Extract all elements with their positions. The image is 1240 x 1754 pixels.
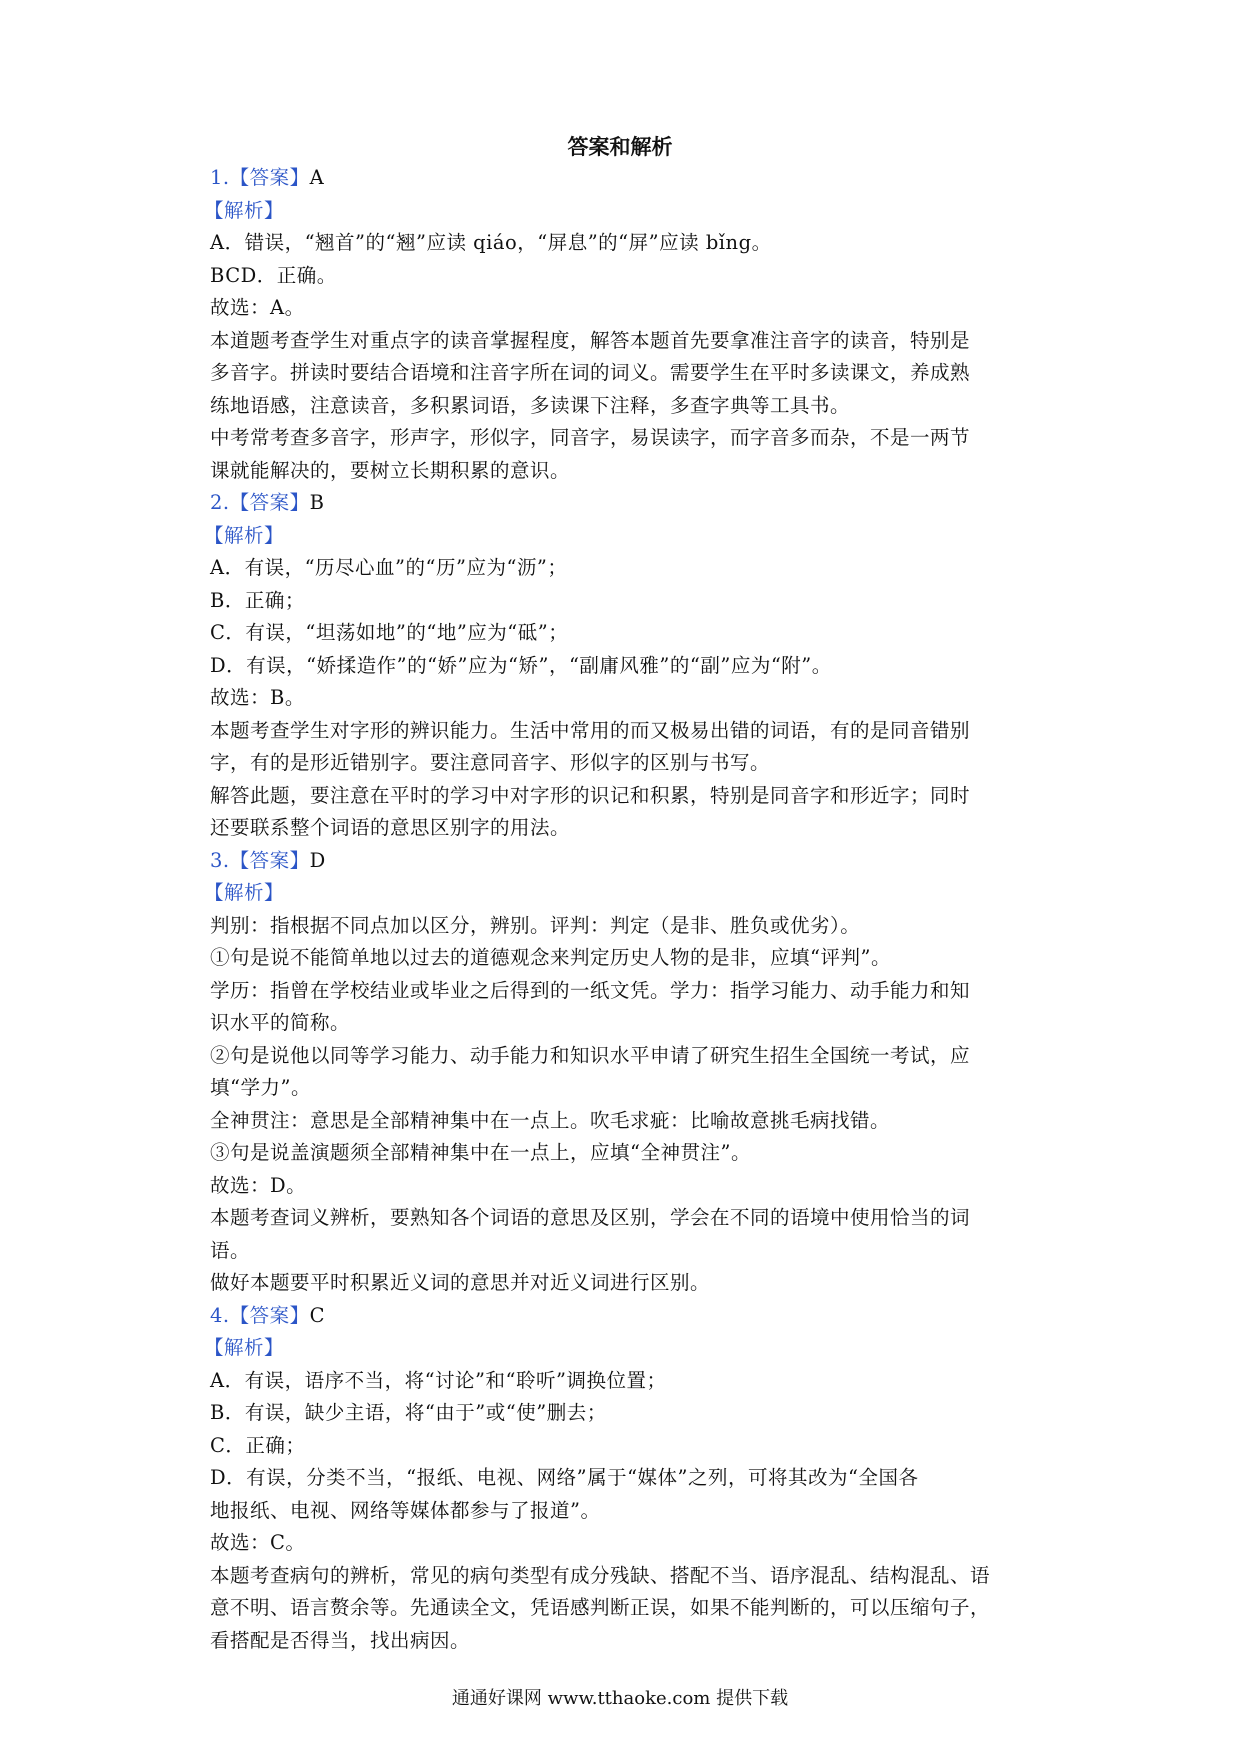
analysis-line: ②句是说他以同等学习能力、动手能力和知识水平申请了研究生招生全国统一考试，应 — [210, 1043, 971, 1067]
answer-value: A — [309, 166, 325, 189]
analysis-line: 多音字。拼读时要结合语境和注音字所在词的词义。需要学生在平时多读课文，养成熟 — [210, 361, 971, 384]
analysis-line: 本题考查词义辨析，要熟知各个词语的意思及区别，学会在不同的语境中使用恰当的词 — [210, 1206, 971, 1229]
analysis-line: D．有误，分类不当，“报纸、电视、网络”属于“媒体”之列，可将其改为“全国各 — [210, 1466, 919, 1489]
analysis-line: 字，有的是形近错别字。要注意同音字、形似字的区别与书写。 — [210, 751, 771, 774]
answer-line — [210, 162, 1046, 195]
analysis-line: B．正确； — [210, 588, 305, 612]
analysis-line: ①句是说不能简单地以过去的道德观念来判定历史人物的是非，应填“评判”。 — [210, 946, 891, 969]
answer-value: C — [309, 1303, 326, 1327]
analysis-line: C．正确； — [210, 1433, 306, 1457]
analysis-line: 还要联系整个词语的意思区别字的用法。 — [210, 816, 571, 839]
analysis-line: D．有误，“娇揉造作”的“娇”应为“矫”，“副庸风雅”的“副”应为“附”。 — [210, 653, 832, 677]
answer-line — [210, 487, 1046, 520]
answer-line — [210, 1300, 1046, 1333]
analysis-line: 本道题考查学生对重点字的读音掌握程度，解答本题首先要拿准注音字的读音，特别是 — [210, 328, 971, 352]
analysis-line: 全神贯注：意思是全部精神集中在一点上。吹毛求疵：比喻故意挑毛病找错。 — [210, 1108, 891, 1132]
answer-label: 1.【答案】 — [210, 166, 310, 189]
analysis-line: 做好本题要平时积累近义词的意思并对近义词进行区别。 — [210, 1271, 711, 1294]
answer-label: 3.【答案】 — [210, 848, 310, 872]
answer-value: B — [309, 491, 325, 514]
answer-label: 2.【答案】 — [210, 491, 310, 514]
analysis-line: 判别：指根据不同点加以区分，辨别。评判：判定（是非、胜负或优劣）。 — [210, 913, 861, 937]
analysis-line: 故选：A。 — [210, 296, 305, 319]
analysis-line: 故选：B。 — [210, 686, 305, 709]
question-block — [204, 162, 1046, 487]
analysis-line: 故选：D。 — [210, 1173, 307, 1197]
answer-label: 4.【答案】 — [210, 1303, 310, 1327]
analysis-line: 解答此题，要注意在平时的学习中对字形的识记和积累，特别是同音字和形近字；同时 — [210, 783, 971, 807]
question-block — [204, 845, 1046, 1300]
page-footer: 通通好课网 www.tthaoke.com 提供下载 — [451, 1688, 789, 1709]
analysis-line: 故选：C。 — [210, 1531, 306, 1554]
analysis-line: C．有误，“坦荡如地”的“地”应为“砥”； — [210, 621, 569, 644]
answer-line — [210, 845, 1046, 878]
page-title: 答案和解析 — [567, 134, 673, 159]
analysis-line: 课就能解决的，要树立长期积累的意识。 — [210, 458, 571, 482]
analysis-line: A．有误，“历尽心血”的“历”应为“沥”； — [210, 556, 568, 579]
analysis-line: B．有误，缺少主语，将“由于”或“使”删去； — [210, 1401, 607, 1424]
analysis-line: 填“学力”。 — [210, 1076, 311, 1099]
analysis-line: 中考常考查多音字，形声字，形似字，同音字，易误读字，而字音多而杂，不是一两节 — [210, 426, 971, 449]
question-block — [204, 1300, 1046, 1658]
analysis-label: 【解析】 — [204, 523, 285, 547]
analysis-line: ③句是说盖演题须全部精神集中在一点上，应填“全神贯注”。 — [210, 1141, 751, 1164]
analysis-line: BCD．正确。 — [210, 263, 337, 287]
analysis-line: 本题考查病句的辨析，常见的病句类型有成分残缺、搭配不当、语序混乱、结构混乱、语 — [210, 1563, 991, 1587]
analysis-line: A．错误，“翘首”的“翘”应读 qiáo，“屏息”的“屏”应读 bǐng。 — [210, 231, 772, 254]
analysis-line: 看搭配是否得当，找出病因。 — [210, 1628, 471, 1652]
analysis-label: 【解析】 — [204, 1336, 285, 1359]
analysis-line: 语。 — [210, 1238, 251, 1262]
analysis-line: 本题考查学生对字形的辨识能力。生活中常用的而又极易出错的词语，有的是同音错别 — [210, 718, 971, 742]
analysis-line: A．有误，语序不当，将“讨论”和“聆听”调换位置； — [210, 1368, 667, 1392]
answer-value: D — [309, 848, 326, 872]
analysis-line: 练地语感，注意读音，多积累词语，多读课下注释，多查字典等工具书。 — [210, 393, 851, 417]
analysis-label: 【解析】 — [204, 881, 285, 904]
question-block — [204, 487, 1046, 845]
analysis-line: 学历：指曾在学校结业或毕业之后得到的一纸文凭。学力：指学习能力、动手能力和知 — [210, 978, 971, 1002]
analysis-line: 意不明、语言赘余等。先通读全文，凭语感判断正误，如果不能判断的，可以压缩句子， — [210, 1596, 991, 1619]
analysis-label: 【解析】 — [204, 198, 285, 222]
answer-content — [204, 162, 1046, 1657]
analysis-line: 地报纸、电视、网络等媒体都参与了报道”。 — [210, 1498, 601, 1522]
analysis-line: 识水平的简称。 — [210, 1011, 351, 1034]
